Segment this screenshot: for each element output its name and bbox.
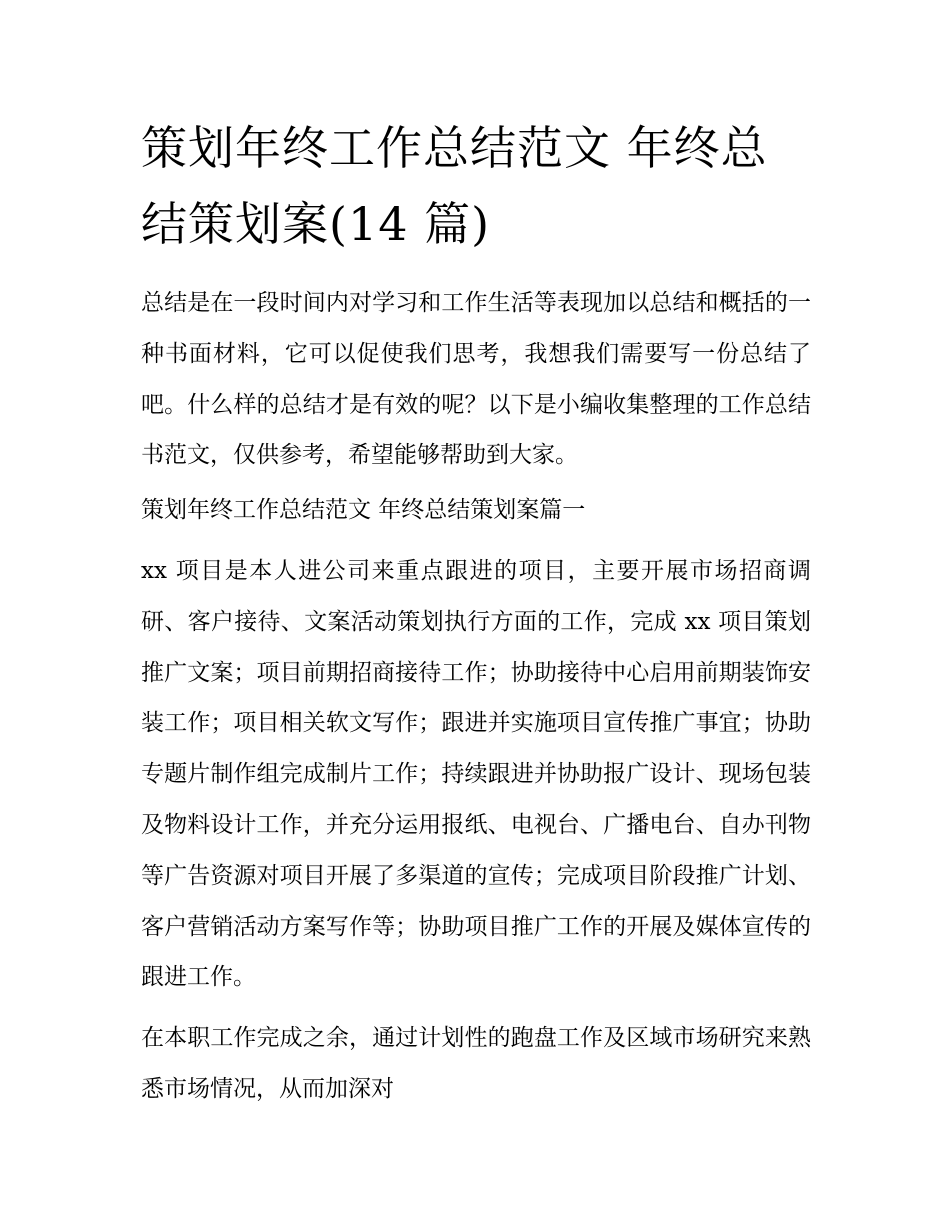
body-paragraph-2: 在本职工作完成之余，通过计划性的跑盘工作及区域市场研究来熟悉市场情况，从而加深对 <box>141 1025 811 1102</box>
body-paragraph-1: xx 项目是本人进公司来重点跟进的项目，主要开展市场招商调研、客户接待、文案活动策划执行方面的工作，完成 xx 项目策划推广文案；项目前期招商接待工作；协助接待中心启用前期装饰安装工作；项目相关软文写作；跟进并实施项目宣传推广事宜；协助专题片制作组完成制片工作；持续跟进并协助报广设计、现场包装及物料设计工作，并充分运用报纸、电视台、广播电台、自办刊物等广告资源对项目开展了多渠道的宣传；完成项目阶段推广计划、客户营销活动方案写作等；协助项目推广工作的开展及媒体宣传的跟进工作。 <box>141 557 811 991</box>
intro-paragraph: 总结是在一段时间内对学习和工作生活等表现加以总结和概括的一种书面材料，它可以促使我们思考，我想我们需要写一份总结了吧。什么样的总结才是有效的呢？以下是小编收集整理的工作总结书范文，仅供参考，希望能够帮助到大家。 <box>141 290 811 469</box>
document-title: 策划年终工作总结范文 年终总结策划案(14 篇) <box>141 121 768 251</box>
document-page <box>141 110 811 1115</box>
section-heading: 策划年终工作总结范文 年终总结策划案篇一 <box>141 497 586 524</box>
